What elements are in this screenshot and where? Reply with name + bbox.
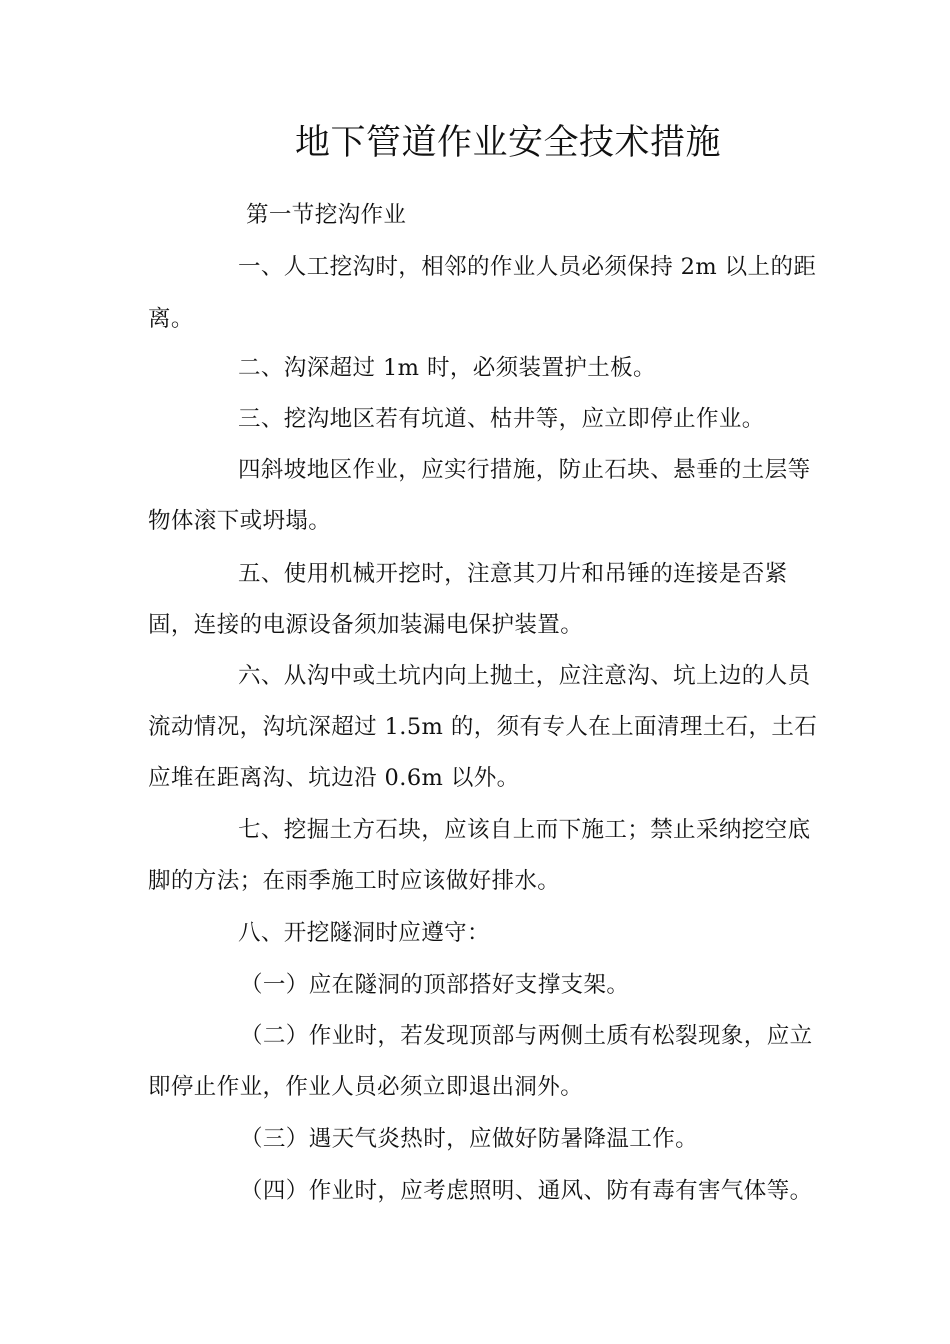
text-line: 脚的方法；在雨季施工时应该做好排水。 bbox=[148, 868, 561, 894]
text-line: 六、从沟中或土坑内向上抛土，应注意沟、坑上边的人员 bbox=[238, 663, 811, 689]
text-line: 三、挖沟地区若有坑道、枯井等，应立即停止作业。 bbox=[238, 406, 765, 432]
text-line: 应堆在距离沟、坑边沿 0.6m 以外。 bbox=[148, 765, 520, 791]
document-title: 地下管道作业安全技术措施 bbox=[294, 123, 721, 163]
text-line: 流动情况，沟坑深超过 1.5m 的，须有专人在上面清理土石，土石 bbox=[148, 714, 818, 740]
text-line: 固，连接的电源设备须加装漏电保护装置。 bbox=[148, 612, 584, 638]
text-line: （二）作业时，若发现顶部与两侧土质有松裂现象，应立 bbox=[240, 1023, 813, 1049]
text-line: 七、挖掘土方石块，应该自上而下施工；禁止采纳挖空底 bbox=[238, 817, 811, 843]
text-line: 四斜坡地区作业，应实行措施，防止石块、悬垂的土层等 bbox=[238, 457, 811, 483]
text-line: 离。 bbox=[148, 306, 194, 332]
text-line: （四）作业时，应考虑照明、通风、防有毒有害气体等。 bbox=[240, 1178, 813, 1204]
text-line: 二、沟深超过 1m 时，必须装置护土板。 bbox=[238, 355, 656, 381]
text-line: （三）遇天气炎热时，应做好防暑降温工作。 bbox=[240, 1126, 699, 1152]
section-heading: 第一节挖沟作业 bbox=[246, 202, 407, 228]
text-line: 八、开挖隧洞时应遵守： bbox=[238, 920, 490, 946]
text-line: 五、使用机械开挖时，注意其刀片和吊锤的连接是否紧 bbox=[238, 561, 788, 587]
text-line: 即停止作业，作业人员必须立即退出洞外。 bbox=[148, 1074, 584, 1100]
text-line: 一、人工挖沟时，相邻的作业人员必须保持 2m 以上的距 bbox=[238, 254, 817, 280]
text-line: 物体滚下或坍塌。 bbox=[148, 508, 332, 534]
text-line: （一）应在隧洞的顶部搭好支撑支架。 bbox=[240, 972, 630, 998]
